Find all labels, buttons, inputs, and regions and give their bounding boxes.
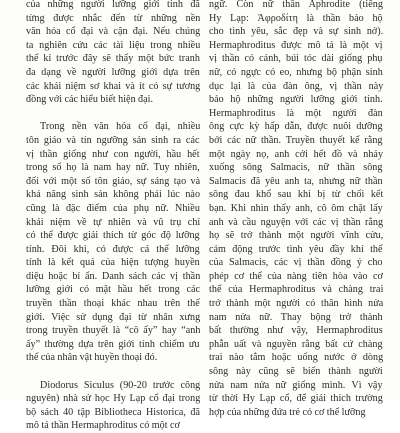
paragraph bbox=[26, 0, 200, 107]
text-line: nữ, có ngực có eo, nhưng bộ phận sinh bbox=[209, 66, 383, 78]
text-line: có thể được giải thích từ góc độ lưỡng bbox=[26, 230, 200, 242]
text-line: thế của nhân vật huyền thoại đó. bbox=[26, 352, 158, 364]
text-line: dục lại là của đàn ông, vị thần này bbox=[209, 80, 384, 92]
text-line: Hy Lạp: Ἀφροδίτη là thần bảo hộ bbox=[209, 12, 383, 24]
text-line: xuống sông Salmacis, nữ thần sông bbox=[209, 162, 383, 174]
text-line: văn hóa cổ đại và cận đại. Nếu chúng bbox=[26, 26, 201, 38]
text-line: khái niệm về tự nhiên và vũ trụ chỉ bbox=[26, 216, 201, 228]
text-line: một ngày nọ, anh cởi hết đồ và nhảy bbox=[209, 148, 384, 160]
text-line: cũng là đặc điểm của phụ nữ. Nhiều bbox=[26, 202, 200, 214]
text-line: sông này cũng sẽ biến thành người bbox=[209, 366, 383, 378]
text-line: thế kỉ trước đây sẽ thấy một bức tranh bbox=[26, 53, 200, 65]
text-line: bất thường như vậy, Hermaphroditus bbox=[209, 325, 383, 337]
text-line: ấy” thường dựa trên giới tính chiếm ưu bbox=[26, 338, 200, 350]
text-line: lưỡng giới có mặt hầu hết trong các bbox=[26, 284, 201, 296]
text-line: diệu hoặc bí ẩn. Danh sách các vị thần bbox=[26, 270, 201, 282]
text-line: thể của Hermaphroditus và chàng trai bbox=[209, 284, 384, 296]
left-text-column bbox=[26, 0, 200, 433]
text-line: ông cực kỳ hấp dẫn, được nuôi dưỡng bbox=[209, 121, 383, 133]
right-text-column bbox=[209, 0, 383, 419]
text-line: trong số họ là nam hay nữ. Tuy nhiên, bbox=[26, 162, 200, 174]
text-line: của Salmacis, các vị thần đồng ý cho bbox=[209, 257, 383, 269]
text-line: mô tả thần Hermaphroditus có một cơ bbox=[26, 420, 180, 432]
text-line: từng được nhắc đến từ những nền bbox=[26, 12, 201, 24]
text-line: bộ sách 40 tập Bibliotheca Historica, đã bbox=[26, 406, 200, 418]
text-line: trong truyền thuyết là “cô ấy” hay “anh bbox=[26, 325, 201, 337]
text-line: của những người lưỡng giới tính đã bbox=[26, 0, 200, 10]
text-line: trở thành một người có thân hình nửa bbox=[209, 298, 384, 310]
text-line: giới. Việc sử dụng đại từ nhân xưng bbox=[26, 311, 201, 323]
text-line: phẫn uất và nguyền rằng bất cứ chàng bbox=[209, 338, 383, 350]
text-line: bảo hộ những người lưỡng giới tính. bbox=[209, 94, 383, 106]
text-line: phép cơ thể của nàng tiên hòa vào cơ bbox=[209, 270, 383, 282]
text-line: đồng với các hiểu biết hiện đại. bbox=[26, 94, 154, 106]
text-line: nửa nam nửa nữ giống mình. Vì vậy bbox=[209, 379, 383, 391]
text-line: nam nửa nữ. Thay bộng trở thành bbox=[209, 311, 383, 323]
text-line: Salmacis đã yêu anh ta, nhưng nữ thần bbox=[209, 175, 383, 187]
paragraph bbox=[26, 120, 200, 365]
text-line: nguyên) nhà sử học Hy Lạp cổ đại trong bbox=[26, 393, 201, 405]
text-line: sông đau khổ sau khi bị từ chối kết bbox=[209, 189, 384, 201]
text-line: Hermaphroditus là một người đàn bbox=[209, 107, 383, 119]
text-line: Diodorus Siculus (90-20 trước công bbox=[40, 379, 201, 391]
text-line: hợp của những đứa trẻ có cơ thể lưỡng bbox=[209, 406, 366, 418]
text-line: đa dạng về người lưỡng giới dựa trên bbox=[26, 66, 200, 78]
text-line: từ thời Hy Lạp cổ, để giải thích trường bbox=[209, 393, 383, 405]
text-line: bạn. Khi nhìn thấy anh, cô ôm chặt lấy bbox=[209, 202, 383, 214]
text-line: ta nghiên cứu các tài liệu trong nhiều bbox=[26, 39, 201, 51]
text-line: tính. Đôi khi, có được cả thể lưỡng bbox=[26, 243, 200, 255]
text-line: tôn giáo và tín ngưỡng sản sinh ra các bbox=[26, 134, 200, 146]
text-line: vị thần giống như con người, hầu hết bbox=[26, 148, 200, 160]
text-line: họ sẽ trở thành một người vĩnh cửu, bbox=[209, 230, 384, 242]
text-line: truyền thần thoại khác nhau trên thế bbox=[26, 298, 200, 310]
text-line: cảm động trước tình yêu đầy khí thế bbox=[209, 243, 383, 255]
text-line: cho tình yêu, sắc đẹp và sự sinh nở). bbox=[209, 26, 384, 38]
text-line: các khái niệm sơ khai và ít có sự tương bbox=[26, 80, 201, 92]
paragraph bbox=[26, 379, 200, 433]
text-line: đối với một số tôn giáo, sự sáng tạo và bbox=[26, 175, 201, 187]
text-line: khả năng sinh sản không phải lúc nào bbox=[26, 189, 201, 201]
text-line: vị thần có cánh, búi tóc dài giống phụ bbox=[209, 53, 383, 65]
text-line: Trong nền văn hóa cổ đại, nhiều bbox=[40, 121, 201, 133]
text-line: ngữ. Còn nữ thần Aphrodite (tiếng bbox=[209, 0, 383, 10]
text-line: anh và cầu nguyện với các vị thần rằng bbox=[209, 216, 384, 228]
text-line: Hermaphroditus được mô tả là một vị bbox=[209, 39, 383, 51]
paragraph bbox=[209, 0, 383, 419]
text-line: bởi các nữ thần. Truyền thuyết kể rằng bbox=[209, 134, 383, 146]
text-line: tính là kết quả của hiện tượng huyền bbox=[26, 257, 200, 269]
text-line: trai nào tắm hoặc uống nước ở dòng bbox=[209, 352, 384, 364]
